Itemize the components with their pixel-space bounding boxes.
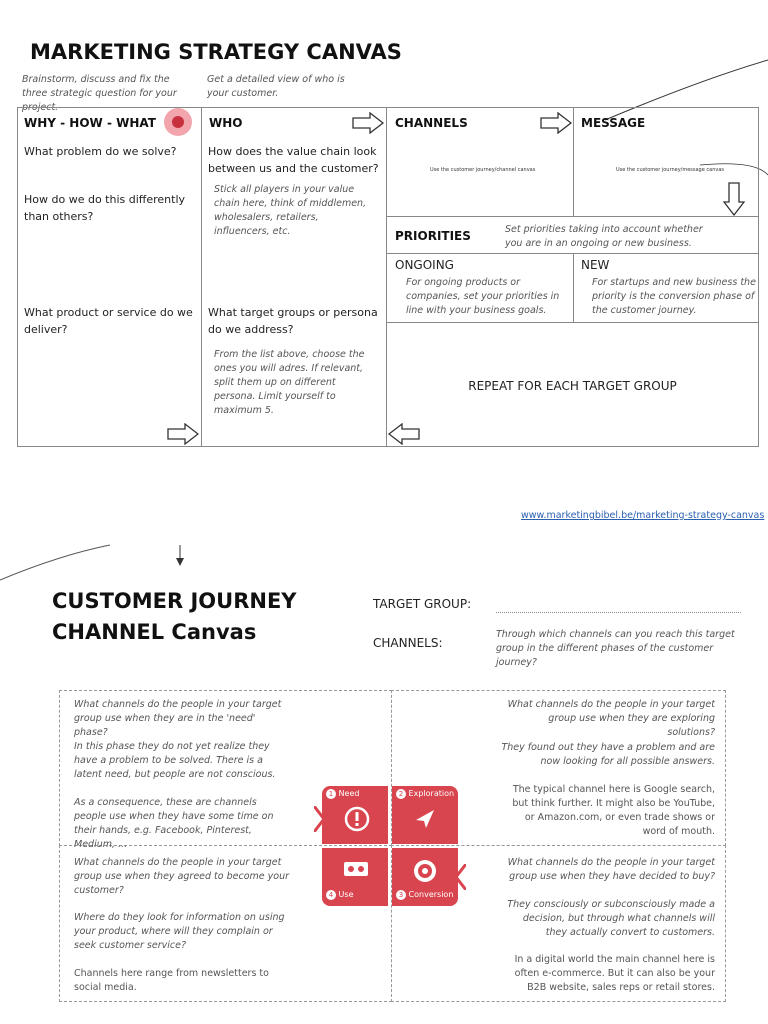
- arrow-down-icon: [723, 182, 745, 216]
- arrow-right-icon: [540, 112, 572, 134]
- phase-need-text: Need: [338, 789, 360, 798]
- channels-hint: Use the customer journey/channel canvas: [430, 167, 536, 173]
- canvas-link[interactable]: www.marketingbibel.be/marketing-strategy-canvas: [521, 510, 765, 521]
- journey-title-line-2: CHANNEL Canvas: [52, 620, 257, 644]
- conversion-paragraph-1: They consciously or subconsciously made a decision, but through what channels will they actually convert to customers.: [507, 899, 715, 938]
- priorities-hint: Set priorities taking into account whether you are in an ongoing or new business.: [505, 224, 703, 249]
- phase-need-number: 1: [326, 789, 336, 799]
- arrow-left-icon: [388, 423, 420, 445]
- conversion-question: What channels do the people in your target group use when they have decided to buy?: [507, 857, 715, 882]
- target-group-input[interactable]: [496, 611, 741, 613]
- who-heading: WHO: [209, 116, 243, 130]
- why-heading: WHY - HOW - WHAT: [24, 116, 156, 130]
- phase-use-label: [326, 890, 354, 900]
- need-paragraph-1: In this phase they do not yet realize they have a problem to be solved. There is a latent need, but people are not conscious.: [74, 741, 276, 780]
- why-question-3: What product or service do we deliver?: [24, 306, 193, 336]
- canvas-title: MARKETING STRATEGY CANVAS: [30, 40, 402, 64]
- phase-need-label: [326, 789, 359, 799]
- use-question: What channels do the people in your target group use when they agreed to become your customer?: [74, 857, 290, 896]
- phase-need: [322, 786, 388, 844]
- why-badge-icon: [164, 108, 192, 136]
- who-question-2: What target groups or persona do we address?: [208, 306, 378, 336]
- why-question-2: How do we do this differently than others?: [24, 193, 186, 223]
- ongoing-hint: For ongoing products or companies, set your priorities in line with your business goals.: [406, 277, 560, 316]
- intro-right: Get a detailed view of who is your customer.: [207, 74, 345, 99]
- phase-conversion-label: [396, 890, 453, 900]
- compass-arrow-icon: [412, 806, 438, 832]
- target-group-label: TARGET GROUP:: [373, 597, 472, 611]
- need-paragraph-2: As a consequence, these are channels people use when they have some time on their hands, e.g. Facebook, Pinterest, Medium, ...: [74, 797, 274, 850]
- people-icon: [342, 858, 370, 882]
- who-question-1: How does the value chain look between us and the customer?: [208, 145, 379, 175]
- phase-graphic: [314, 786, 466, 910]
- repeat-text: REPEAT FOR EACH TARGET GROUP: [468, 379, 677, 393]
- channels-heading: CHANNELS: [395, 116, 468, 130]
- phase-exploration-label: [396, 789, 454, 799]
- phase-use: [322, 848, 388, 906]
- target-icon: [412, 858, 438, 884]
- new-hint: For startups and new business the priority is the conversion phase of the customer journey.: [592, 277, 756, 316]
- exploration-paragraph-2: The typical channel here is Google search, but think further. It might also be YouTube, or Amazon.com, or even trade shows or word of mouth.: [512, 784, 715, 837]
- channels-hint-journey: Through which channels can you reach this target group in the different phases of the customer journey?: [496, 629, 735, 668]
- phase-exploration: [392, 786, 458, 844]
- intro-left: Brainstorm, discuss and fix the three strategic question for your project.: [22, 74, 177, 113]
- exploration-question: What channels do the people in your target group use when they are exploring solutions?: [507, 699, 715, 738]
- phase-use-number: 4: [326, 890, 336, 900]
- who-hint-1: Stick all players in your value chain here, think of middlemen, wholesalers, retailers, influencers, etc.: [214, 184, 367, 237]
- use-paragraph-1: Where do they look for information on using your product, where will they complain or seek customer service?: [74, 912, 285, 951]
- ongoing-heading: ONGOING: [395, 258, 454, 272]
- use-paragraph-2: Channels here range from newsletters to social media.: [74, 968, 269, 993]
- conversion-paragraph-2: In a digital world the main channel here is often e-commerce. But it can also be your B2B website, sales reps or retail stores.: [514, 954, 715, 993]
- journey-title: [52, 586, 297, 648]
- message-hint: Use the customer journey/message canvas: [616, 167, 725, 173]
- need-question: What channels do the people in your target group use when they are in the 'need' phase?: [74, 699, 282, 738]
- why-question-1: What problem do we solve?: [24, 145, 177, 158]
- arrow-right-icon: [352, 112, 384, 134]
- journey-title-line-1: CUSTOMER JOURNEY: [52, 589, 297, 613]
- exploration-paragraph-1: They found out they have a problem and are now looking for all possible answers.: [501, 742, 715, 767]
- phase-conversion-number: 3: [396, 890, 406, 900]
- phase-use-text: Use: [338, 890, 354, 899]
- channels-label: CHANNELS:: [373, 636, 443, 650]
- who-hint-2: From the list above, choose the ones you will adres. If relevant, split them up on different persona. Limit yourself to maximum 5.: [214, 349, 365, 416]
- phase-conversion-text: Conversion: [408, 890, 454, 899]
- message-heading: MESSAGE: [581, 116, 646, 130]
- exclamation-icon: [344, 806, 370, 832]
- arrow-right-icon: [167, 423, 199, 445]
- priorities-heading: PRIORITIES: [395, 229, 471, 243]
- phase-exploration-number: 2: [396, 789, 406, 799]
- phase-conversion: [392, 848, 458, 906]
- new-heading: NEW: [581, 258, 610, 272]
- phase-exploration-text: Exploration: [408, 789, 455, 798]
